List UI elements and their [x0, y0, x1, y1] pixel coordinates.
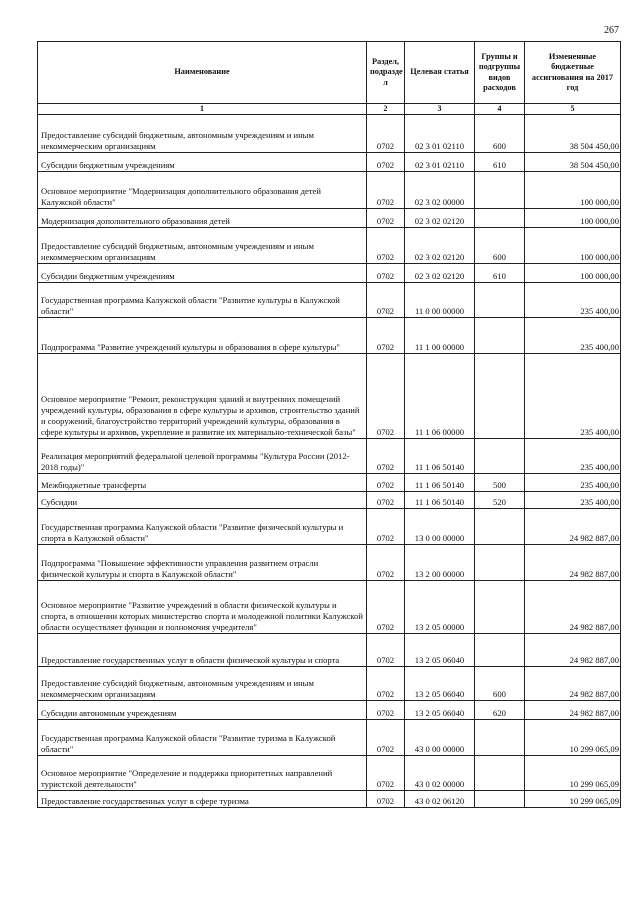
- table-row: [38, 581, 621, 634]
- row-name: Субсидии бюджетным учреждениям: [38, 264, 367, 283]
- row-group: 520: [475, 492, 525, 509]
- row-section: 0702: [367, 354, 405, 439]
- row-section: 0702: [367, 264, 405, 283]
- row-amount: 24 982 887,00: [525, 701, 621, 720]
- row-section: 0702: [367, 172, 405, 209]
- table-row: [38, 756, 621, 791]
- header-row: [38, 42, 621, 104]
- table-row: [38, 720, 621, 756]
- column-number: 4: [475, 104, 525, 115]
- row-amount: 100 000,00: [525, 264, 621, 283]
- row-name: Основное мероприятие "Модернизация дополнительного образования детей Калужской области": [38, 172, 367, 209]
- row-name: Подпрограмма "Развитие учреждений культуры и образования в сфере культуры": [38, 318, 367, 354]
- row-group: [475, 318, 525, 354]
- row-name: Основное мероприятие "Развитие учреждений в области физической культуры и спорта, в отношении которых министерство спорта и молодежной политики Калужской области осуществляет функции и полномочия учредителя": [38, 581, 367, 634]
- column-number: 1: [38, 104, 367, 115]
- row-name: Подпрограмма "Повышение эффективности управления развитием отрасли физической культуры и спорта в Калужской области": [38, 545, 367, 581]
- row-target: 02 3 02 02120: [405, 209, 475, 228]
- table-row: [38, 115, 621, 153]
- header-name: Наименование: [38, 42, 367, 104]
- table-row: [38, 509, 621, 545]
- row-amount: 235 400,00: [525, 492, 621, 509]
- row-group: 600: [475, 115, 525, 153]
- row-amount: 24 982 887,00: [525, 581, 621, 634]
- row-section: 0702: [367, 634, 405, 667]
- table-row: [38, 264, 621, 283]
- row-amount: 10 299 065,09: [525, 756, 621, 791]
- row-name: Реализация мероприятий федеральной целевой программы "Культура России (2012-2018 годы)": [38, 439, 367, 474]
- row-section: 0702: [367, 509, 405, 545]
- table-row: [38, 474, 621, 492]
- row-group: [475, 581, 525, 634]
- row-section: 0702: [367, 701, 405, 720]
- table-row: [38, 228, 621, 264]
- row-section: 0702: [367, 318, 405, 354]
- column-number: 3: [405, 104, 475, 115]
- row-amount: 10 299 065,09: [525, 720, 621, 756]
- row-amount: 235 400,00: [525, 474, 621, 492]
- row-amount: 10 299 065,09: [525, 791, 621, 808]
- row-group: [475, 756, 525, 791]
- row-group: [475, 439, 525, 474]
- row-amount: 24 982 887,00: [525, 545, 621, 581]
- row-name: Предоставление субсидий бюджетным, автономным учреждениям и иным некоммерческим организациям: [38, 228, 367, 264]
- row-target: 13 2 00 00000: [405, 545, 475, 581]
- header-section: Раздел, подразде л: [367, 42, 405, 104]
- row-target: 11 1 06 00000: [405, 354, 475, 439]
- row-target: 13 2 05 00000: [405, 581, 475, 634]
- row-amount: 24 982 887,00: [525, 667, 621, 701]
- row-section: 0702: [367, 667, 405, 701]
- header-amount: Измененные бюджетные ассигнования на 2017 год: [525, 42, 621, 104]
- row-amount: 38 504 450,00: [525, 153, 621, 172]
- row-group: [475, 283, 525, 318]
- row-name: Субсидии бюджетным учреждениям: [38, 153, 367, 172]
- table-row: [38, 283, 621, 318]
- row-group: [475, 209, 525, 228]
- row-name: Государственная программа Калужской области "Развитие туризма в Калужской области": [38, 720, 367, 756]
- row-group: 610: [475, 264, 525, 283]
- row-target: 02 3 02 00000: [405, 172, 475, 209]
- table-row: [38, 172, 621, 209]
- table-row: [38, 492, 621, 509]
- row-amount: 24 982 887,00: [525, 634, 621, 667]
- row-amount: 235 400,00: [525, 318, 621, 354]
- row-section: 0702: [367, 492, 405, 509]
- table-row: [38, 318, 621, 354]
- row-target: 11 1 06 50140: [405, 492, 475, 509]
- table-row: [38, 439, 621, 474]
- row-section: 0702: [367, 756, 405, 791]
- row-amount: 235 400,00: [525, 283, 621, 318]
- row-section: 0702: [367, 791, 405, 808]
- column-number: 5: [525, 104, 621, 115]
- row-target: 43 0 00 00000: [405, 720, 475, 756]
- row-amount: 24 982 887,00: [525, 509, 621, 545]
- row-group: [475, 354, 525, 439]
- row-target: 13 2 05 06040: [405, 667, 475, 701]
- row-section: 0702: [367, 209, 405, 228]
- row-name: Предоставление субсидий бюджетным, автономным учреждениям и иным некоммерческим организациям: [38, 115, 367, 153]
- row-name: Основное мероприятие "Ремонт, реконструкция зданий и внутренних помещений учреждений культуры, образования в сфере культуры и архивов, строительство зданий и сооружений, благоустройство территорий учреждений культуры, образования в сфере культуры и архивов, укрепление и развитие их материально-технической базы": [38, 354, 367, 439]
- table-row: [38, 545, 621, 581]
- row-section: 0702: [367, 545, 405, 581]
- row-section: 0702: [367, 283, 405, 318]
- table-row: [38, 634, 621, 667]
- row-amount: 235 400,00: [525, 354, 621, 439]
- row-section: 0702: [367, 228, 405, 264]
- row-amount: 38 504 450,00: [525, 115, 621, 153]
- row-group: [475, 172, 525, 209]
- row-target: 02 3 02 02120: [405, 228, 475, 264]
- row-name: Межбюджетные трансферты: [38, 474, 367, 492]
- row-name: Предоставление государственных услуг в сфере туризма: [38, 791, 367, 808]
- row-target: 02 3 01 02110: [405, 153, 475, 172]
- row-name: Субсидии автономным учреждениям: [38, 701, 367, 720]
- row-section: 0702: [367, 439, 405, 474]
- row-name: Предоставление субсидий бюджетным, автономным учреждениям и иным некоммерческим организациям: [38, 667, 367, 701]
- row-group: [475, 634, 525, 667]
- row-target: 11 1 00 00000: [405, 318, 475, 354]
- column-number-row: [38, 104, 621, 115]
- row-section: 0702: [367, 153, 405, 172]
- row-amount: 100 000,00: [525, 209, 621, 228]
- row-section: 0702: [367, 581, 405, 634]
- row-group: [475, 791, 525, 808]
- row-target: 13 2 05 06040: [405, 634, 475, 667]
- row-name: Государственная программа Калужской области "Развитие культуры в Калужской области": [38, 283, 367, 318]
- row-amount: 100 000,00: [525, 228, 621, 264]
- row-target: 13 0 00 00000: [405, 509, 475, 545]
- row-name: Государственная программа Калужской области "Развитие физической культуры и спорта в Калужской области": [38, 509, 367, 545]
- header-groups: Группы и подгруппы видов расходов: [475, 42, 525, 104]
- row-group: [475, 720, 525, 756]
- row-group: 620: [475, 701, 525, 720]
- header-target: Целевая статья: [405, 42, 475, 104]
- row-group: 500: [475, 474, 525, 492]
- column-number: 2: [367, 104, 405, 115]
- row-target: 11 1 06 50140: [405, 474, 475, 492]
- row-target: 11 1 06 50140: [405, 439, 475, 474]
- budget-table: [37, 41, 621, 808]
- table-row: [38, 701, 621, 720]
- row-group: [475, 545, 525, 581]
- table-row: [38, 791, 621, 808]
- row-amount: 100 000,00: [525, 172, 621, 209]
- row-group: 600: [475, 667, 525, 701]
- table-row: [38, 667, 621, 701]
- row-group: [475, 509, 525, 545]
- table-body: [38, 115, 621, 808]
- row-name: Субсидии: [38, 492, 367, 509]
- row-target: 13 2 05 06040: [405, 701, 475, 720]
- row-section: 0702: [367, 720, 405, 756]
- page-number: 267: [604, 25, 619, 36]
- row-target: 43 0 02 06120: [405, 791, 475, 808]
- row-target: 43 0 02 00000: [405, 756, 475, 791]
- table-row: [38, 153, 621, 172]
- row-target: 02 3 01 02110: [405, 115, 475, 153]
- row-group: 600: [475, 228, 525, 264]
- row-target: 11 0 00 00000: [405, 283, 475, 318]
- row-section: 0702: [367, 474, 405, 492]
- row-name: Основное мероприятие "Определение и поддержка приоритетных направлений туристской деятельности": [38, 756, 367, 791]
- row-name: Предоставление государственных услуг в области физической культуры и спорта: [38, 634, 367, 667]
- row-target: 02 3 02 02120: [405, 264, 475, 283]
- row-name: Модернизация дополнительного образования детей: [38, 209, 367, 228]
- row-group: 610: [475, 153, 525, 172]
- row-section: 0702: [367, 115, 405, 153]
- row-amount: 235 400,00: [525, 439, 621, 474]
- table-row: [38, 209, 621, 228]
- table-row: [38, 354, 621, 439]
